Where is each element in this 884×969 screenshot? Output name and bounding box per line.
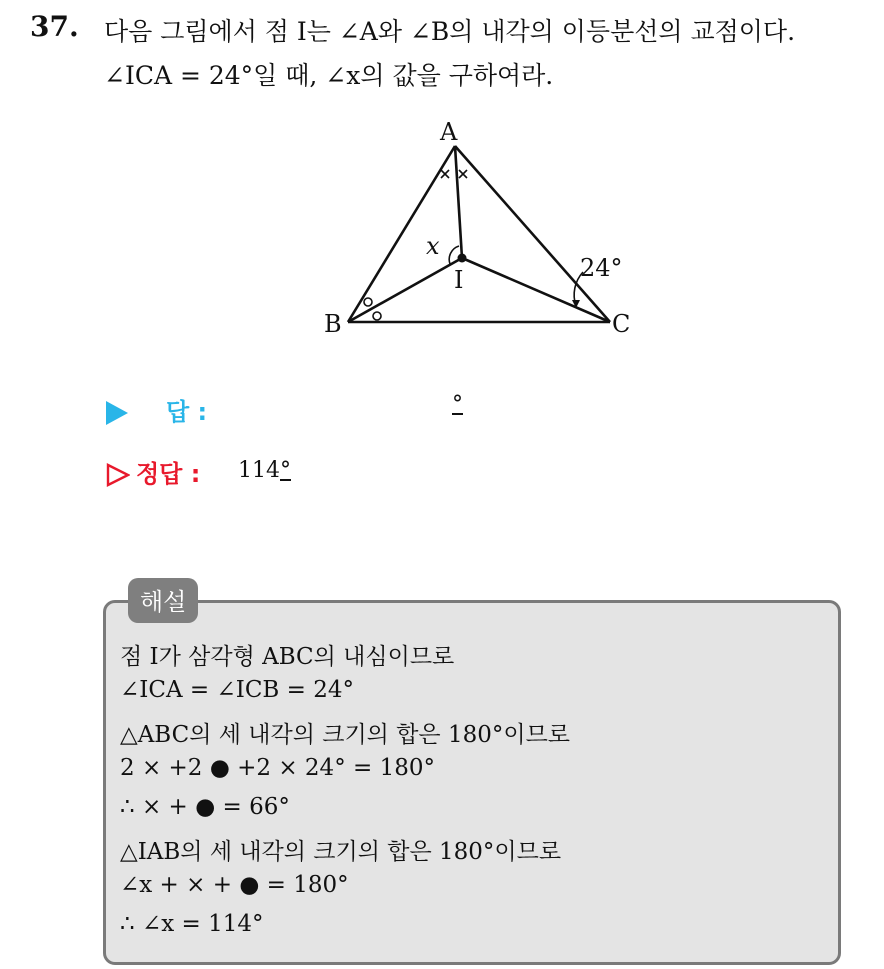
- question-text-line1: 다음 그림에서 점 I는 ∠A와 ∠B의 내각의 이등분선의 교점이다.: [104, 17, 796, 46]
- label-x: x: [426, 232, 440, 260]
- play-triangle-icon: [106, 401, 128, 425]
- solution-line: 2 × +2 ● +2 × 24° = 180°: [120, 755, 435, 781]
- solution-tab: 해설: [128, 578, 198, 623]
- label-24deg: 24°: [580, 254, 623, 282]
- solution-line: △ABC의 세 내각의 크기의 합은 180°이므로: [120, 722, 571, 748]
- label-i: I: [454, 266, 464, 294]
- solution-line: ∠x + × + ● = 180°: [120, 872, 349, 898]
- segment-ai: [455, 146, 462, 258]
- angle-mark-a: [441, 170, 467, 178]
- triangle-figure: [300, 110, 640, 350]
- question-number: 37.: [30, 10, 79, 43]
- incenter-point: [458, 254, 467, 263]
- side-ac: [455, 146, 610, 322]
- correct-answer-label: 정답 :: [106, 454, 200, 489]
- label-c: C: [612, 310, 631, 338]
- label-b: B: [324, 310, 342, 338]
- question-text-line2: ∠ICA = 24°일 때, ∠x의 값을 구하여라.: [104, 61, 554, 90]
- solution-line: ∠ICA = ∠ICB = 24°: [120, 677, 354, 703]
- answer-blank[interactable]: °: [452, 392, 463, 417]
- solution-line: ∴ × + ● = 66°: [120, 794, 290, 820]
- solution-line: △IAB의 세 내각의 크기의 합은 180°이므로: [120, 839, 562, 865]
- outline-triangle-icon: [106, 463, 130, 487]
- label-a: A: [440, 118, 458, 146]
- segment-bi: [348, 258, 462, 322]
- correct-answer-value: 114°: [238, 458, 291, 483]
- solution-line: ∴ ∠x = 114°: [120, 911, 264, 937]
- solution-line: 점 I가 삼각형 ABC의 내심이므로: [120, 644, 455, 670]
- answer-label: 답 :: [106, 392, 207, 427]
